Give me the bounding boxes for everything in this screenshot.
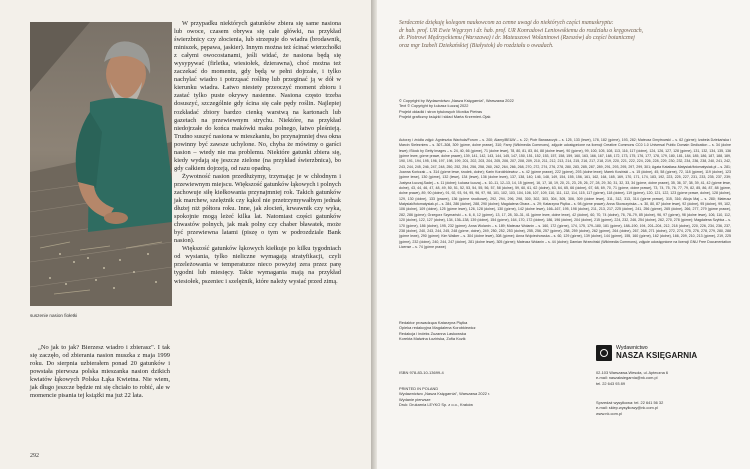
- print-line: PRINTED IN POLAND: [399, 386, 439, 391]
- isbn: ISBN 978-83-10-13699-4: [399, 370, 444, 375]
- paragraph: „No jak to jak? Bierzesz wiadro i zbierasz". I tak się zaczęło, od zbierania nasion muszka z maja 1999 roku. Do sierpnia uzbierałem ponad 20 gatunków i powstała pierwsza polska mieszanka nasion dzikich kwiatów łąkowych Polska Łąka Kwietna. Nie wiem, jak długo jeszcze będzie mi się chciało to robić, ale w momencie pisania tej książki ma już 22 lata.: [30, 344, 170, 400]
- print-line: Wydanie pierwsze: [399, 396, 431, 402]
- body-text-left-column: [30, 344, 170, 400]
- publisher-logo-line1: Wydawnictwo: [616, 345, 648, 351]
- print-info: [399, 386, 599, 408]
- acknowledgement-line: oraz mgr Izabeli Dziekańskiej (Białystok) do rozdziału o owadach.: [399, 42, 554, 49]
- publisher-logo-icon: [596, 345, 612, 361]
- copyright-line: © Copyright by Wydawnictwo „Nasza Księgarnia", Warszawa 2022: [399, 98, 514, 103]
- photo-credits: Autorzy i źródła zdjęć: Agnieszka Wachuła/Forum – s. 200; Alamy/BE&W – s. 22; Piotr Banaszczyk – s. 125, 133 (lewe), 178, 182 (górne), 193, 282; Mateusz Dmytrowski – s. 62 (górne); Izabela Dziekańska i Marcin Sielezniew – s. 307–308, 309 (górne, dolne prawe), 310; Farry (Wikimedia Commons), zdjęcie udostępnione na licencji Creative Commons CC0 1.0 Universal Public Domain Dedication – s. 34 (dolne lewe); iStock by Getty Images – s. 24, 40, 66 (górne), 71 (dolne lewe), 78, 80, 81, 83, 84, 88 (dolne lewe), 90 (górne), 99, 100, 105, 108, 113, 116, 117 (dolne), 124, 126, 127, 128 (górne), 131, 132, 134, 135, 136 (górne lewe, górne prawe, dolne prawe), 139, 141, 142, 143, 144, 145, 147, 150, 151, 152, 153, 157, 158, 159, 160, 163, 166, 167, 168, 172, 173, 175, 176, 177, 178, 179, 180, 181, 184, 185, 186, 187, 188, 189, 190, 191, 194, 195, 196, 197, 198, 199, 201, 202, 203, 204, 205, 206, 207, 208, 209, 210, 211, 212, 213, 214, 215, 216, 217, 218, 219, 220, 221, 222, 224, 226, 228, 229, 230, 232, 234, 236, 238, 240, 241, 242, 243, 244, 245, 246, 247, 248, 250, 252, 254, 256, 258, 260, 262, 264, 266, 268, 270, 272, 274, 276, 278, 280, 283, 285, 287, 289, 291, 293, 295, 297, 299, 301; Agata Kataliasz-Matysiak/fotomatysiak.pl – s. 281; Joanna Kończak – s. 314 (górne lewe, środek, dolne); Karin Korokhkiewicz – s. 42 (górne prawe), 222 (górne), 293 (dolne lewe); Marek Kosiński – s. 15 (dolne), 45, 58 (górne), 72, 118 (górne), 119 (dolne), 123 (górne lewe), 130 (górne), 132 (lewe), 134 (lewe), 136 (dolne lewe), 137, 138, 140, 146, 148, 149, 154, 155, 156, 161, 162, 164, 165, 169, 170, 171, 174, 183, 192, 223, 225, 227, 231, 233, 235, 237, 239; Justyna Łuczaj-Sadej – s. 11 (dolne); Łukasz Łuczaj – s. 10–11, 12–13, 14, 15 (górne), 16, 17, 18, 19, 20, 21, 23, 25, 26, 27, 28, 29, 30, 31, 32, 33, 34 (górne, dolne prawe), 35, 36, 37, 38, 39, 41, 42 (górne lewe, dolne), 43, 44, 46, 47, 48, 49, 50, 51, 52, 53, 54, 55, 56, 57, 58 (dolne), 59, 60, 61, 62 (dolne), 63, 64, 65, 66 (dolne), 67, 68, 69, 70, 71 (górne, dolne prawe), 73, 74, 75, 76, 77, 79, 82, 85, 86, 87, 88 (górne, dolne prawe), 89, 90 (dolne), 91, 92, 93, 94, 95, 96, 97, 98, 101, 102, 103, 104, 106, 107, 109, 110, 111, 112, 114, 115, 117 (górne), 118 (dolne), 119 (górne), 120, 121, 122, 123 (górne prawe, dolne), 128 (dolne), 129, 130 (dolne), 133 (prawe), 136 (górne środkowe), 292, 294, 296, 298, 300, 302, 303, 304, 305, 306, 309 (dolne lewe), 311, 312, 313, 314 (górne prawe), 315, 316; Alicja Maj – s. 280; Mateusz Matysiak/fotomatysiak.pl – s. 284, 286 (dolne), 288, 290 (dolne); Magdalena Obara – s. 29; Katarzyna Piętka – s. 98 (górne prawe); Anna Skonczyńska – s. 30, 80, 87 (dolne lewe), 92 (dolne), 95 (dolne), 99, 102, 106 (dolne), 109 (dolne), 125 (górne lewe), 126, 128 (dolne), 130 (górne), 142 (dolne lewe), 166–167, 195, 198 (dolne), 211, 213, 217, 225 (dolne), 241, 256 (górne), 265 (dolne), 266, 277, 279 (górne prawe), 282, 286 (górne); Grzegorz Szymański – s. 6, 8, 12 (górne), 13, 17, 28, 30–31, 41 (górne lewe, dolne lewe), 42 (dolne), 60, 70, 74 (dolne), 76, 78–79, 85 (dolne), 96, 97 (górne), 98 (dolne lewe), 106, 110, 112, 120 (dolne), 122, 127 (dolne), 134, 136–138, 139 (dolne), 154 (górne), 164, 170, 172 (dolne), 186, 196 (dolne), 204 (dolne), 215 (górne), 224, 232, 246, 254 (dolne), 262, 270, 278 (górne); Magdalena Szybka – s. 170 (górne), 186 (dolne), 195, 232 (górne); Anna Wolanin – s. 189; Mateusz Wolanin – s. 160, 172 (górne), 174, 175, 179–180, 181 (górne), 188–190, 194, 201–204, 212, 218 (dolne), 220, 226, 234, 236, 237, 238 (dolne), 240, 243, 244, 245, 248 (górne, dolne), 249, 250, 252, 253 (dolne), 255, 256, 257 (górne), 258, 259 (dolne), 262 (górne), 264 (dolne), 267, 268, 271 (dolne), 272, 274, 275, 276, 278, 279, 280, 288 (górne lewe), 290 (górne); Kim Walker – s. 304 (dolne lewe), 308 (górne); Anna Wojciechowska – s. 60, 129 (górne), 139 (dolne), 144 (górne), 155, 160 (górne), 162 (dolne), 166, 209, 210, 213 (górne), 219, 225 (górne), 232 (dolne), 240, 244, 247 (dolne), 281 (dolne lewe), 305 (górne); Mateusz Wolanin – s. 44 (dolne); Damian Wrzeciński (Wikimedia Commons), zdjęcie udostępnione na licencji GNU Free Documentation License – s. 74 (górne prawe): [399, 138, 731, 249]
- copyright-block: [399, 98, 729, 120]
- acknowledgement-line: dr. Piotrowi Mędrzyckiemu (Warszawa) i dr. Mateuszowi Wolaninowi (Rzeszów) do części botanicznej: [399, 35, 635, 42]
- paragraph: Żywotność nasion przedłużymy, trzymając je w chłodnym i przewiewnym miejscu. Większość gatunków łąkowych i polnych zachowuje siłę kiełkowania przynajmniej rok. Takich gatunków jak marchew, szelężnik czy kąkol nie przetrzymywałbym jednak dłużej niż półtora roku. Inne, jak złocień, krwawnik czy wyka, spokojnie mogą leżeć kilka lat. Natomiast części gatunków chwastów polnych, jak mak polny czy chaber bławatek, może być przewiewna latami (piszę o tym w podrozdziale Bank nasion).: [174, 172, 341, 245]
- paragraph: Większość gatunków łąkowych kiełkuje po kilku tygodniach od wysiania, tylko nieliczne wymagają stratyfikacji, czyli przeleżowania w temperaturze nieco powyżej zera przez parę tygodni lub miesięcy. Takie wymagania mają na przykład wiesiołek, pszeniec i szelężnik, które należy wysiać przed zimą.: [174, 245, 341, 285]
- address-line: tel. 22 643 93 89: [596, 380, 625, 386]
- sales-contact: [596, 400, 726, 416]
- print-line: Wydawnictwo „Nasza Księgarnia", Warszawa 2022 r.: [399, 391, 491, 397]
- publisher-logo-line2: NASZA KSIĘGARNIA: [616, 351, 698, 360]
- publisher-logo: [596, 345, 716, 363]
- paragraph: W przypadku niektórych gatunków zbiera się same nasiona lub owoce, czasem obrywa się całe główki, na przykład świerzbnicy czy złocienia, lub strzepuje do wiadra (brodawnik, miniszek, pępawa, jaskier). Innym można też ścinać wierzchołki z całymi owocostanami, jeśli widać, że nasiona będą się wysypywać (firletka, wiesiołek, dzierawna), choć można też zaczekać do momentu, gdy będą w pełni dojrzałe, i tylko nachylać wiadro i potrząsać roślinę lub przeginać ją w dół w kierunku wiadra. Łatwo niestety przeoczyć moment zbioru i zastać tylko puste okrywy nasienne. Nasiona często trzeba dosuszyć, szczególnie gdy ścina się całe pędy roślin. Najlepiej rozkładać zbiory bardzo cienką warstwą na kartonach lub gazetach na przewiewnym strychu. Niektóre, na przykład niedojrzałe do końca makówki maku polnego, łatwo pleśnieją. Trudno suszyć nasiona w mieszkaniu, bo przynajmniej dwa okna powinny być zawsze uchylone. No, chyba że mówimy o garści nasion – wtedy nie ma problemu. Niektóre gatunki zbiera się, kiedy wydają się jeszcze zielone (na przykład świerzbnica), bo gdy całkiem dojrzeją, od razu opadną.: [174, 20, 341, 172]
- copyright-line: Text © Copyright by Łukasz Łuczaj 2022: [399, 103, 469, 109]
- man-with-seeds-illustration: [30, 22, 172, 306]
- sales-line: www.nk.com.pl: [596, 410, 622, 416]
- editorial-line: Redaktor prowadząca Katarzyna Piętka: [399, 320, 468, 325]
- editorial-line: Opieka redakcyjna Magdalena Korobkiewicz: [399, 325, 476, 331]
- address-line: e-mail: naszaksiegarnia@nk.com.pl: [596, 375, 658, 381]
- address-line: 02-103 Warszawa-Wesoła, ul. Apteczna 6: [596, 370, 669, 375]
- editorial-credits: [399, 320, 599, 342]
- seed-drying-photo: [30, 22, 172, 306]
- page-number: 292: [30, 453, 39, 459]
- acknowledgement-line: Serdecznie dziękuję kolegom naukowcom za cenne uwagi do niektórych części manuskryptu:: [399, 20, 614, 26]
- sales-line: Sprzedaż wysyłkowa: tel. 22 641 56 32: [596, 400, 664, 405]
- print-line: Druk: Drukarnia LEYKO Sp. z o.o., Kraków: [399, 402, 473, 408]
- sales-line: e-mail: sklep.wysylkowy@nk.com.pl: [596, 405, 658, 411]
- editorial-line: Korekta Malwina Łozińska, Zofia Kozik: [399, 336, 466, 342]
- photo-caption: suszenie nasion fiołetki: [30, 313, 78, 318]
- copyright-line: Projekt graficzny książki i skład Marta Krzemień-Ojak: [399, 114, 491, 120]
- copyright-line: Projekt okładki i stron tytułowych Monika Pietras: [399, 108, 483, 114]
- acknowledgement-line: dr hab. prof. UR Ewie Węgrzyn i dr. hab. prof. UR Konradowi Leniowskiemu do rozdziału o kręgowcach,: [399, 27, 644, 34]
- acknowledgement: [399, 20, 719, 50]
- editorial-line: Redakcja i indeks Zuzanna Laskowska: [399, 330, 467, 336]
- publisher-address: [596, 370, 726, 386]
- body-text-right-column: [174, 20, 341, 286]
- left-page: [0, 0, 371, 469]
